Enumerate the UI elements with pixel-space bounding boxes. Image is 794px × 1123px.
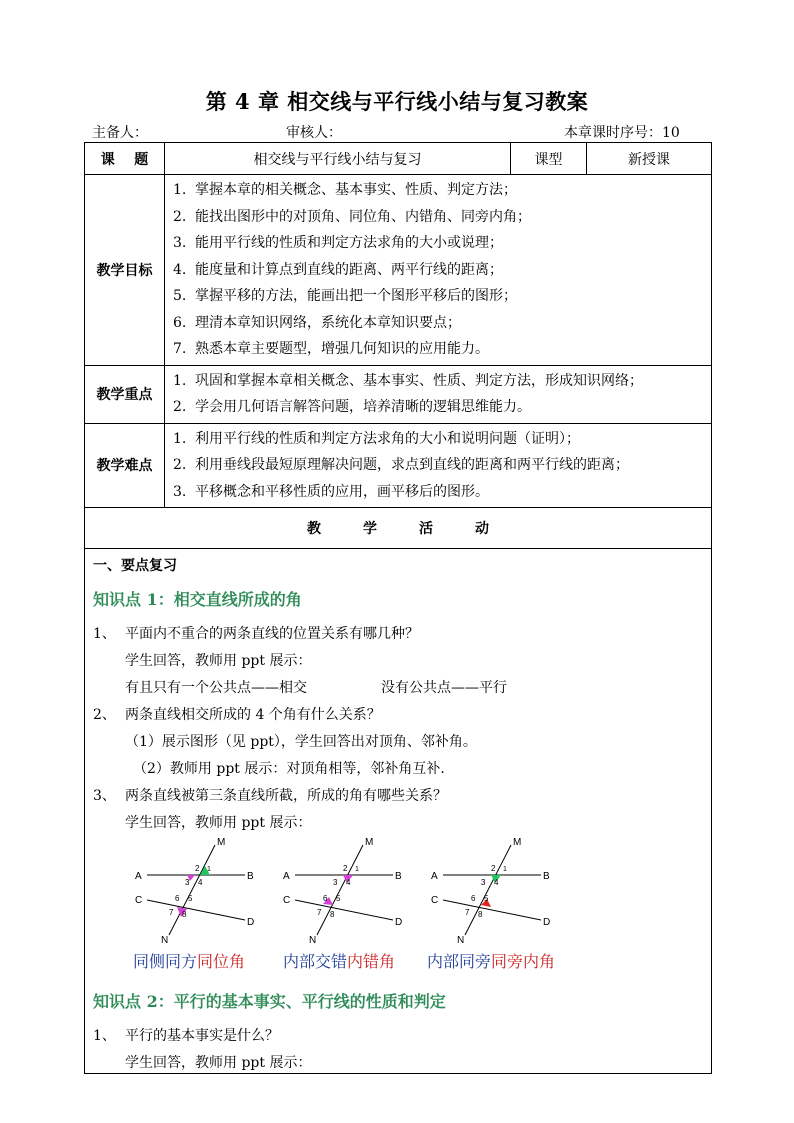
angle-figures xyxy=(125,835,565,945)
difficulties-row xyxy=(85,423,712,508)
lesson-number: 本章课时序号：10 xyxy=(564,125,680,141)
lesson-plan-table xyxy=(84,142,712,1074)
list-item: 5. 掌握平移的方法，能画出把一个图形平移后的图形； xyxy=(173,288,517,304)
list-item: 2. 利用垂线段最短原理解决问题，求点到直线的距离和两平行线的距离； xyxy=(173,457,629,473)
svg-text:2: 2 xyxy=(491,864,496,873)
svg-text:3: 3 xyxy=(185,878,190,887)
activity-heading: 教学活动 xyxy=(85,508,712,549)
svg-text:C: C xyxy=(283,895,291,906)
answer-text: （2）教师用 ppt 展示：对顶角相等，邻补角互补. xyxy=(133,761,445,777)
figure-corresponding-angles xyxy=(135,837,254,945)
svg-text:8: 8 xyxy=(182,910,187,919)
caption-corresponding: 同侧同方同位角 xyxy=(133,952,246,971)
svg-text:3: 3 xyxy=(333,878,338,887)
svg-text:7: 7 xyxy=(317,908,322,917)
difficulties-label: 教学难点 xyxy=(85,423,165,508)
list-item: 1. 利用平行线的性质和判定方法求角的大小和说明问题（证明）； xyxy=(173,430,580,447)
type-value: 新授课 xyxy=(587,143,712,175)
list-item: 3. 平移概念和平移性质的应用，画平移后的图形。 xyxy=(173,483,489,500)
svg-text:D: D xyxy=(395,917,403,928)
svg-text:4: 4 xyxy=(494,878,499,887)
list-item: 3. 能用平行线的性质和判定方法求角的大小或说理； xyxy=(173,235,503,251)
svg-text:8: 8 xyxy=(478,910,483,919)
topic-row xyxy=(85,143,712,175)
difficulties-list xyxy=(165,423,712,508)
svg-text:M: M xyxy=(365,837,374,848)
question-4: 1、 平行的基本事实是什么？ xyxy=(93,1028,279,1044)
topic-label: 课 题 xyxy=(85,143,165,175)
svg-text:2: 2 xyxy=(195,864,200,873)
goals-row xyxy=(85,175,712,366)
caption-interior: 内部同旁同旁内角 xyxy=(427,952,556,971)
question-2: 2、 两条直线相交所成的 4 个角有什么关系？ xyxy=(93,707,381,723)
key-points-row xyxy=(85,365,712,423)
svg-text:4: 4 xyxy=(198,878,203,887)
svg-text:6: 6 xyxy=(323,894,328,903)
answer-text: 没有公共点——平行 xyxy=(381,680,507,696)
answer-text: 学生回答，教师用 ppt 展示： xyxy=(125,653,312,669)
svg-text:7: 7 xyxy=(169,908,174,917)
page-title: 第 4 章 相交线与平行线小结与复习教案 xyxy=(205,89,589,114)
svg-text:5: 5 xyxy=(484,894,489,903)
svg-text:C: C xyxy=(135,895,143,906)
svg-text:N: N xyxy=(457,935,465,945)
svg-text:A: A xyxy=(431,871,438,882)
svg-text:N: N xyxy=(161,935,169,945)
knowledge-point-2: 知识点 2：平行的基本事实、平行线的性质和判定 xyxy=(93,992,446,1011)
svg-text:1: 1 xyxy=(503,866,507,873)
list-item: 2. 学会用几何语言解答问题，培养清晰的逻辑思维能力。 xyxy=(173,399,531,415)
svg-text:B: B xyxy=(247,871,254,882)
list-item: 6. 理清本章知识网络，系统化本章知识要点； xyxy=(173,314,461,331)
topic-value: 相交线与平行线小结与复习 xyxy=(165,143,511,175)
list-item: 1. 巩固和掌握本章相关概念、基本事实、性质、判定方法，形成知识网络； xyxy=(173,372,643,389)
svg-text:5: 5 xyxy=(336,894,341,903)
caption-alternate: 内部交错内错角 xyxy=(283,952,396,971)
type-label: 课型 xyxy=(511,143,587,175)
answer-text: 学生回答，教师用 ppt 展示： xyxy=(125,815,312,831)
svg-text:8: 8 xyxy=(330,910,335,919)
knowledge-point-1: 知识点 1：相交直线所成的角 xyxy=(93,590,302,609)
svg-text:D: D xyxy=(543,917,551,928)
svg-text:1: 1 xyxy=(207,866,211,873)
svg-text:5: 5 xyxy=(188,894,193,903)
svg-text:7: 7 xyxy=(465,908,470,917)
figure-alternate-angles xyxy=(283,837,402,945)
svg-text:1: 1 xyxy=(355,866,359,873)
preparer-label: 主备人： xyxy=(92,125,148,141)
answer-text: 有且只有一个公共点——相交 xyxy=(125,680,307,696)
svg-text:6: 6 xyxy=(471,894,476,903)
list-item: 7. 熟悉本章主要题型，增强几何知识的应用能力。 xyxy=(173,341,489,357)
key-points-label: 教学重点 xyxy=(85,365,165,423)
answer-text: 学生回答，教师用 ppt 展示： xyxy=(125,1055,312,1071)
svg-text:A: A xyxy=(135,871,142,882)
svg-text:B: B xyxy=(543,871,550,882)
reviewer-label: 审核人： xyxy=(286,125,342,141)
svg-text:6: 6 xyxy=(175,894,180,903)
section-heading: 一、要点复习 xyxy=(93,558,177,574)
answer-text: （1）展示图形（见 ppt），学生回答出对顶角、邻补角。 xyxy=(125,734,477,750)
svg-text:B: B xyxy=(395,871,402,882)
lesson-content xyxy=(85,549,712,1074)
key-points-list xyxy=(165,365,712,423)
content-row xyxy=(85,549,712,1074)
svg-text:4: 4 xyxy=(346,878,351,887)
list-item: 2. 能找出图形中的对顶角、同位角、内错角、同旁内角； xyxy=(173,208,531,225)
goals-label: 教学目标 xyxy=(85,175,165,366)
svg-text:A: A xyxy=(283,871,290,882)
svg-text:N: N xyxy=(309,935,317,945)
svg-text:D: D xyxy=(247,917,255,928)
question-1: 1、 平面内不重合的两条直线的位置关系有哪几种？ xyxy=(93,626,419,642)
svg-text:2: 2 xyxy=(343,864,348,873)
svg-text:M: M xyxy=(217,837,226,848)
svg-text:M: M xyxy=(513,837,522,848)
list-item: 1. 掌握本章的相关概念、基本事实、性质、判定方法； xyxy=(173,182,517,198)
svg-text:C: C xyxy=(431,895,439,906)
list-item: 4. 能度量和计算点到直线的距离、两平行线的距离； xyxy=(173,261,503,278)
figure-interior-angles xyxy=(431,837,550,945)
goals-list xyxy=(165,175,712,366)
svg-text:3: 3 xyxy=(481,878,486,887)
question-3: 3、 两条直线被第三条直线所截，所成的角有哪些关系？ xyxy=(93,788,447,804)
activity-row xyxy=(85,508,712,549)
